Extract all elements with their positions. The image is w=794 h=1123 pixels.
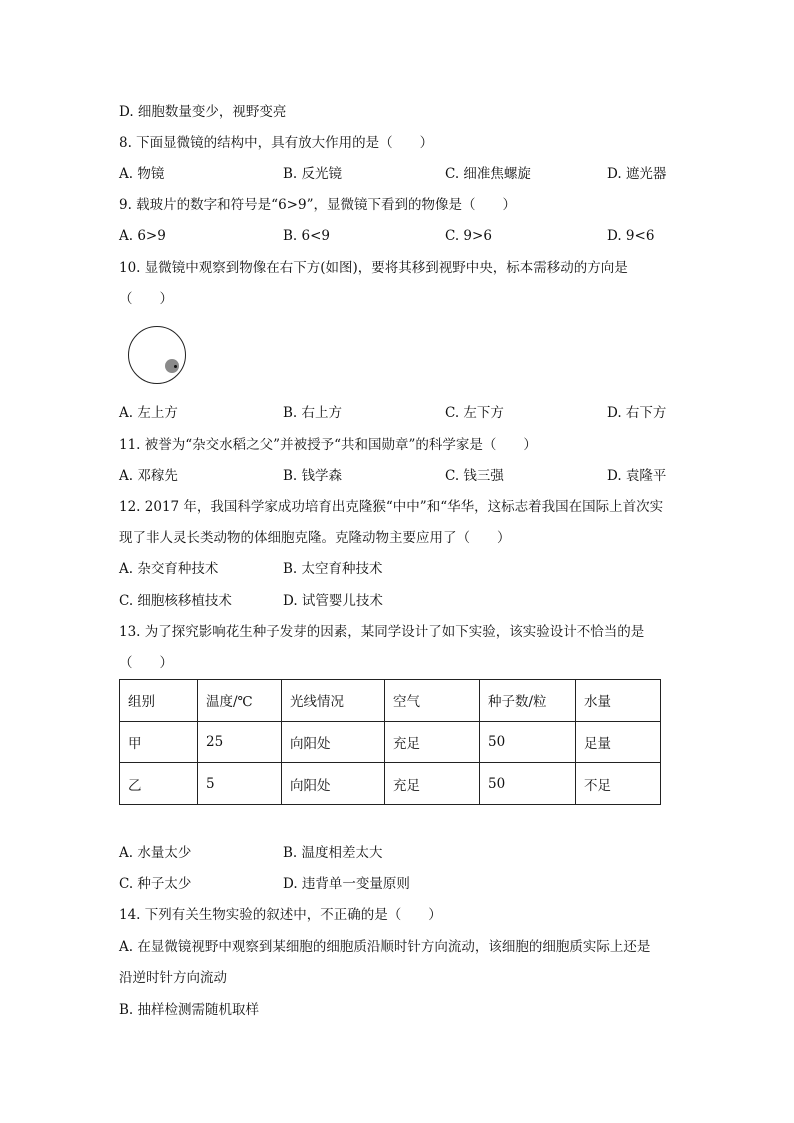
q7-option-d: D. 细胞数量变少，视野变亮 — [119, 104, 287, 120]
table-cell: 乙 — [120, 763, 198, 805]
q9-stem: 9. 载玻片的数字和符号是“6>9”，显微镜下看到的物像是（ ） — [119, 197, 516, 213]
microscope-field-of-view-figure — [128, 326, 186, 384]
table-row — [120, 721, 661, 763]
object-image-spot — [165, 359, 179, 373]
q9-option-d[interactable]: D. 9<6 — [607, 228, 655, 244]
q12-stem: 12. 2017 年，我国科学家成功培育出克隆猴“中中”和“华华，这标志着我国在国际上首次实 — [119, 499, 664, 515]
table-cell: 不足 — [576, 763, 661, 805]
table-cell: 50 — [480, 763, 576, 805]
q14-option-a[interactable]: A. 在显微镜视野中观察到某细胞的细胞质沿顺时针方向流动，该细胞的细胞质实际上还是 — [119, 939, 651, 955]
q10-option-c[interactable]: C. 左下方 — [445, 405, 504, 421]
q11-option-c[interactable]: C. 钱三强 — [445, 468, 504, 484]
table-cell: 向阳处 — [282, 721, 385, 763]
q12-stem-line2: 现了非人灵长类动物的体细胞克隆。克隆动物主要应用了（ ） — [119, 530, 511, 546]
table-header-cell: 温度/℃ — [198, 680, 282, 722]
q13-option-b[interactable]: B. 温度相差太大 — [283, 845, 383, 861]
table-header-cell: 水量 — [576, 680, 661, 722]
q12-option-a[interactable]: A. 杂交育种技术 — [119, 561, 219, 577]
table-row — [120, 763, 661, 805]
table-cell: 足量 — [576, 721, 661, 763]
q14-stem: 14. 下列有关生物实验的叙述中，不正确的是（ ） — [119, 907, 442, 923]
q13-option-c[interactable]: C. 种子太少 — [119, 876, 192, 892]
table-header-row — [120, 680, 661, 722]
table-cell: 甲 — [120, 721, 198, 763]
q11-option-a[interactable]: A. 邓稼先 — [119, 468, 178, 484]
table-cell: 充足 — [385, 721, 480, 763]
q12-option-d[interactable]: D. 试管婴儿技术 — [283, 593, 383, 609]
q11-option-d[interactable]: D. 袁隆平 — [607, 468, 667, 484]
table-header-cell: 光线情况 — [282, 680, 385, 722]
q8-option-d[interactable]: D. 遮光器 — [607, 166, 667, 182]
q13-stem-bracket: （ ） — [119, 655, 173, 671]
q8-stem: 8. 下面显微镜的结构中，具有放大作用的是（ ） — [119, 135, 434, 151]
table-cell: 50 — [480, 721, 576, 763]
experiment-table — [119, 679, 661, 805]
q9-option-a[interactable]: A. 6>9 — [119, 228, 166, 244]
q8-option-b[interactable]: B. 反光镜 — [283, 166, 343, 182]
table-header-cell: 空气 — [385, 680, 480, 722]
q10-stem: 10. 显微镜中观察到物像在右下方(如图)，要将其移到视野中央，标本需移动的方向是 — [119, 260, 628, 276]
q13-stem: 13. 为了探究影响花生种子发芽的因素，某同学设计了如下实验，该实验设计不恰当的是 — [119, 624, 645, 640]
table-cell: 向阳处 — [282, 763, 385, 805]
q14-option-b[interactable]: B. 抽样检测需随机取样 — [119, 1002, 260, 1018]
table-cell: 5 — [198, 763, 282, 805]
q9-option-b[interactable]: B. 6<9 — [283, 228, 330, 244]
q13-option-a[interactable]: A. 水量太少 — [119, 845, 192, 861]
q11-stem: 11. 被誉为“杂交水稻之父”并被授予“共和国勋章”的科学家是（ ） — [119, 437, 537, 453]
table-cell: 25 — [198, 721, 282, 763]
q8-option-c[interactable]: C. 细准焦螺旋 — [445, 166, 531, 182]
table-header-cell: 组别 — [120, 680, 198, 722]
q13-option-d[interactable]: D. 违背单一变量原则 — [283, 876, 410, 892]
q11-option-b[interactable]: B. 钱学森 — [283, 468, 343, 484]
q10-stem-bracket: （ ） — [119, 291, 173, 307]
q10-option-a[interactable]: A. 左上方 — [119, 405, 178, 421]
table-header-cell: 种子数/粒 — [480, 680, 576, 722]
q14-option-a-continued: 沿逆时针方向流动 — [119, 970, 227, 986]
q10-option-d[interactable]: D. 右下方 — [607, 405, 667, 421]
q10-option-b[interactable]: B. 右上方 — [283, 405, 343, 421]
q12-option-b[interactable]: B. 太空育种技术 — [283, 561, 383, 577]
q8-option-a[interactable]: A. 物镜 — [119, 166, 165, 182]
table-cell: 充足 — [385, 763, 480, 805]
q9-option-c[interactable]: C. 9>6 — [445, 228, 492, 244]
q12-option-c[interactable]: C. 细胞核移植技术 — [119, 593, 232, 609]
